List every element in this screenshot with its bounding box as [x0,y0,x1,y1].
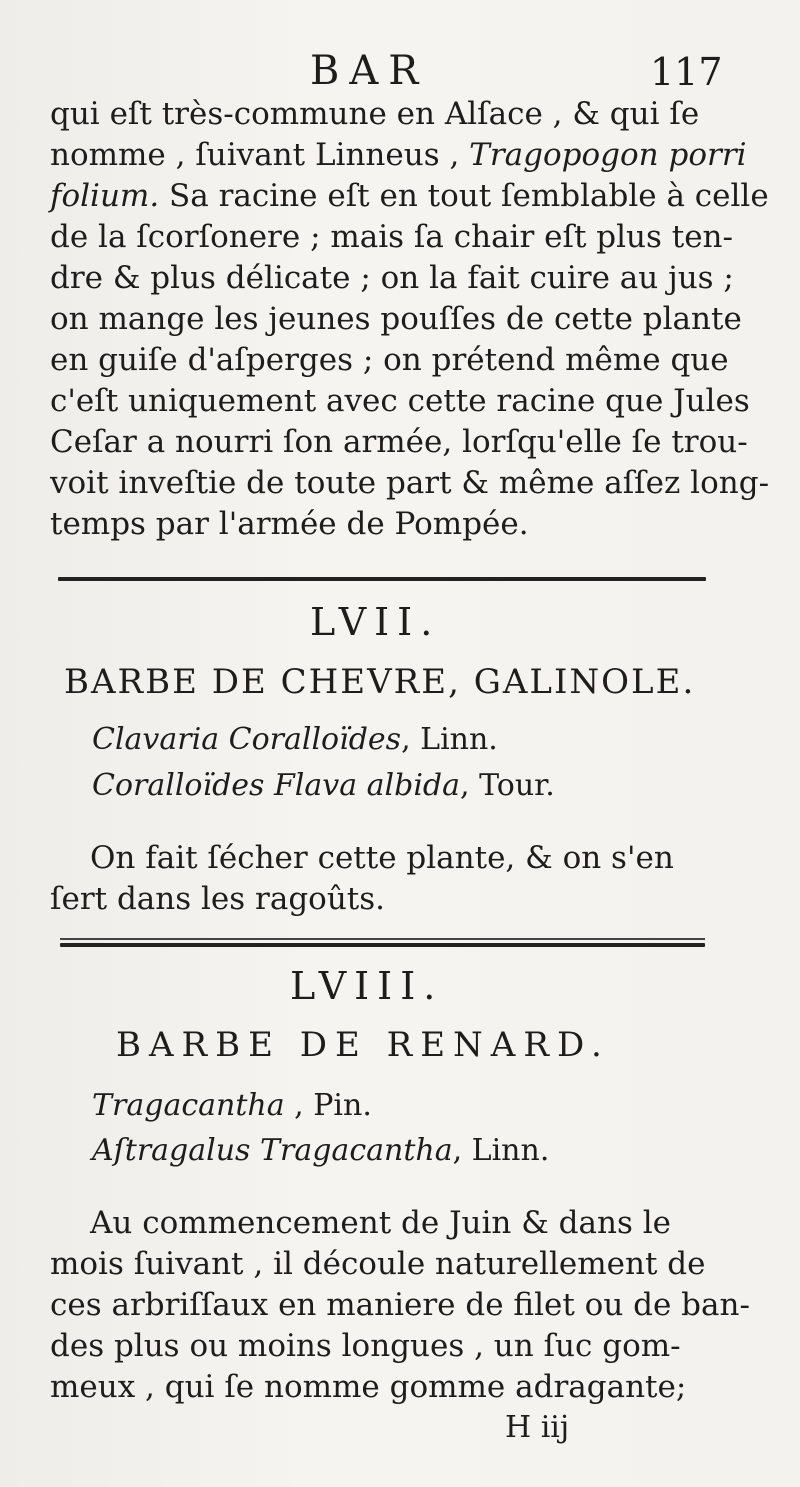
paragraph-line: des plus ou moins longues , un ſuc gom- [50,1328,681,1364]
paragraph-line: voit inveſtie de toute part & même aſſez long- [50,465,770,501]
section-title: BARBE DE RENARD. [116,1025,610,1065]
paragraph-line: meux , qui ſe nomme gomme adragante; [50,1369,687,1405]
page-number: 117 [650,50,723,94]
paragraph-line: dre & plus délicate ; on la fait cuire au jus ; [50,260,734,296]
author-abbrev: , Tour. [460,768,555,803]
author-abbrev: , Linn. [401,722,498,757]
paragraph-line: c'eſt uniquement avec cette racine que Jules [50,383,750,419]
latin-name: Aſtragalus Tragacantha [92,1133,453,1168]
latin-name: folium. [50,178,160,214]
paragraph-line: en guiſe d'aſperges ; on prétend même que [50,342,729,378]
paragraph-line: folium. Sa racine eſt en tout ſemblable à celle [50,178,769,214]
section-number: LVIII. [290,964,444,1008]
paragraph-line: Ceſar a nourri ſon armée, lorſqu'elle ſe trou- [50,424,748,460]
latin-name: Clavaria Coralloïdes [92,722,402,757]
synonym-line [92,768,555,803]
latin-name: Tragacantha [92,1088,285,1123]
signature-mark: H iij [505,1410,570,1445]
paragraph-line: mois ſuivant , il découle naturellement de [50,1246,706,1282]
paragraph-line: on mange les jeunes pouſſes de cette plante [50,301,742,337]
section-divider [58,577,706,581]
section-divider [60,943,705,947]
paragraph-line: de la ſcorſonere ; mais ſa chair eſt plus ten- [50,219,733,255]
section-paragraph [50,1203,750,1408]
paragraph-line: Au commencement de Juin & dans le [90,1205,671,1241]
synonym-line [92,1133,549,1168]
section-title: BARBE DE CHEVRE, GALINOLE. [64,662,696,702]
synonym-line [92,722,498,757]
section-number: LVII. [310,600,441,644]
latin-name: Coralloïdes Flava albida [92,768,461,803]
author-abbrev: , Pin. [284,1088,372,1123]
running-title: BAR [310,48,429,94]
paragraph-line: nomme , ſuivant Linneus , Tragopogon porri [50,137,747,173]
paragraph-line: ſert dans les ragoûts. [50,881,386,917]
latin-name: Tragopogon porri [469,137,747,173]
paragraph-line: qui eſt très-commune en Alſace , & qui ſe [50,96,700,132]
author-abbrev: , Linn. [452,1133,550,1168]
paragraph-line: temps par l'armée de Pompée. [50,506,529,542]
section-divider-thin [60,938,705,940]
synonym-line [92,1088,372,1123]
paragraph-line: On fait ſécher cette plante, & on s'en [90,840,674,876]
paragraph-line: ces arbriſſaux en maniere de filet ou de ban- [50,1287,750,1323]
continued-paragraph [50,94,770,545]
section-paragraph [50,838,750,920]
